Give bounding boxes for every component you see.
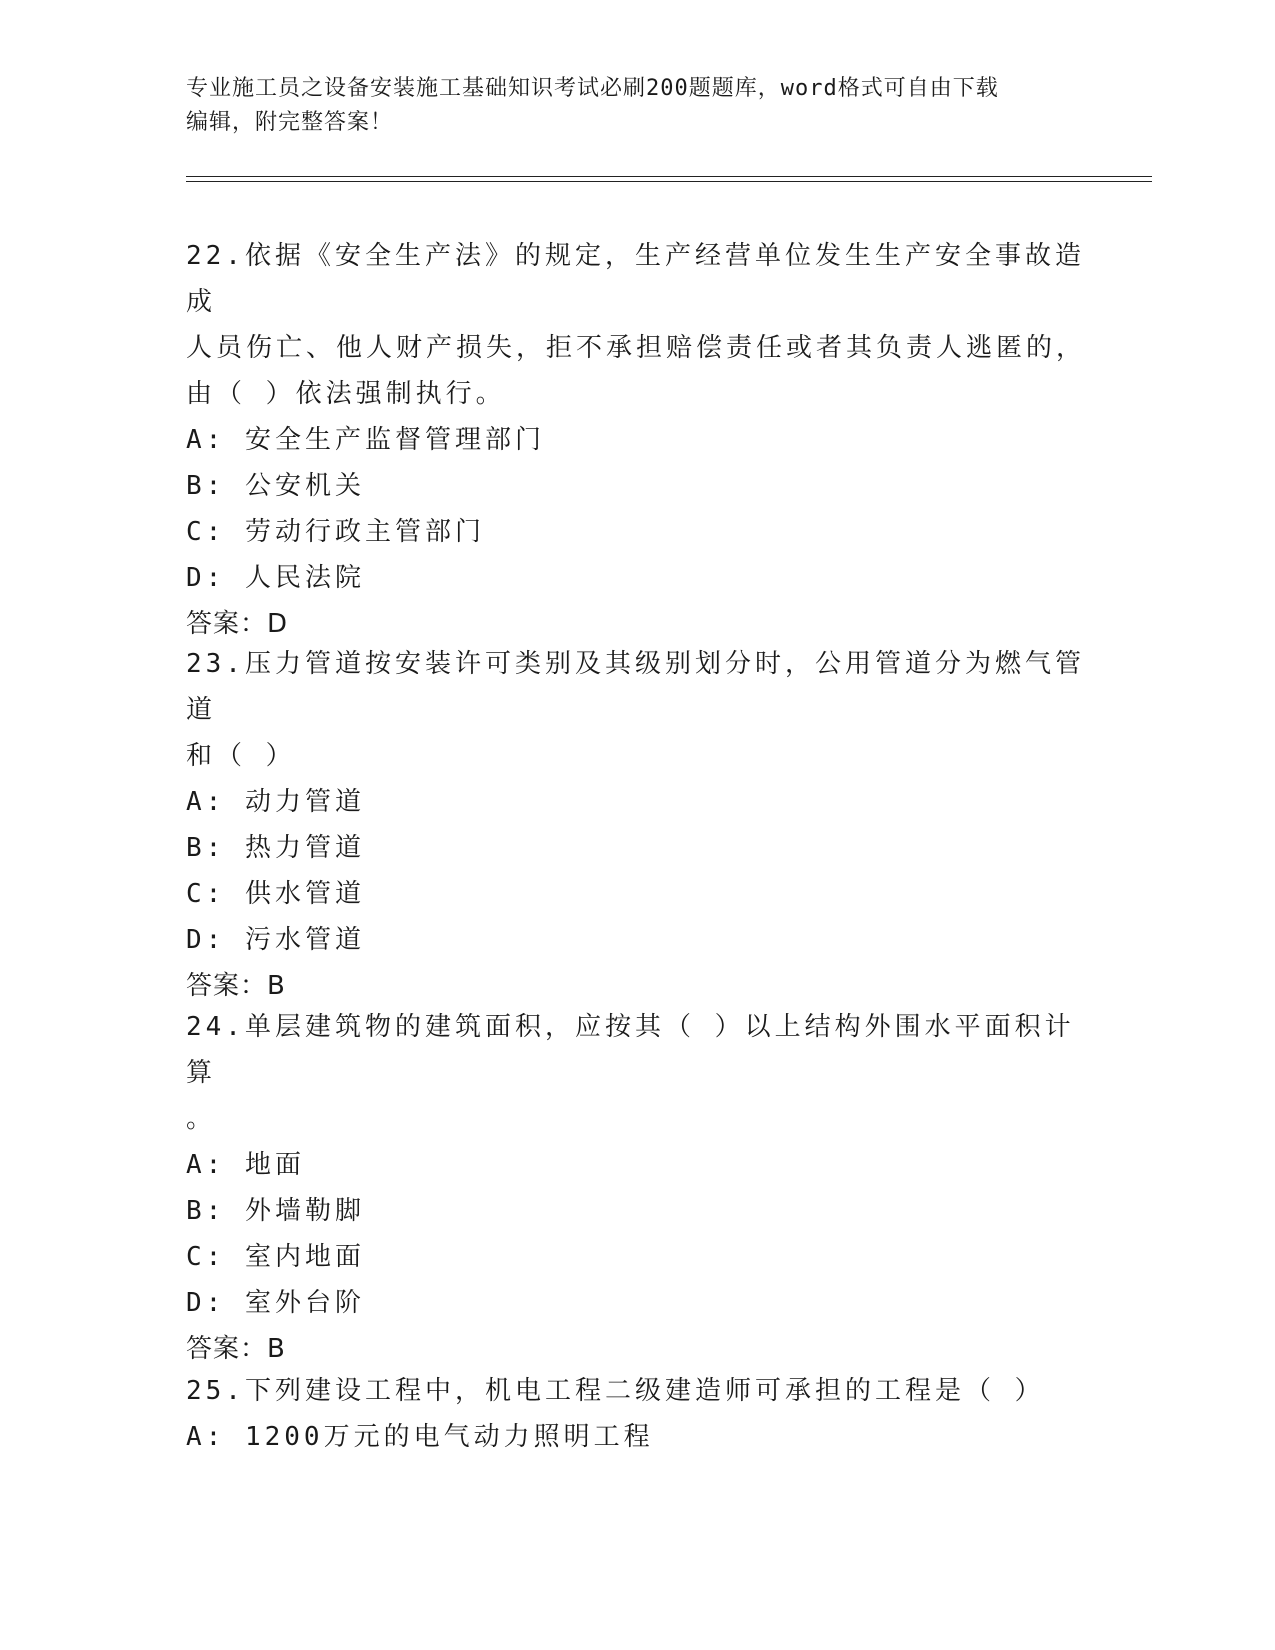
option-b <box>186 825 1086 871</box>
option-text: 公安机关 <box>244 471 365 501</box>
option-text: 热力管道 <box>244 833 365 863</box>
question-number: 24. <box>186 1012 245 1042</box>
document-header <box>186 72 1086 140</box>
option-text: 1200万元的电气动力照明工程 <box>244 1422 654 1452</box>
option-text: 室外台阶 <box>244 1288 365 1318</box>
question-number: 23. <box>186 649 245 679</box>
question-number: 22. <box>186 241 245 271</box>
option-b <box>186 1188 1086 1234</box>
header-divider-bottom <box>186 181 1152 182</box>
question-22 <box>186 233 1086 647</box>
option-d <box>186 917 1086 963</box>
option-c <box>186 509 1086 555</box>
question-number: 25. <box>186 1376 245 1406</box>
option-d <box>186 1280 1086 1326</box>
question-text-line: 下列建设工程中，机电工程二级建造师可承担的工程是（ ） <box>244 1376 1045 1406</box>
option-text: 供水管道 <box>244 879 365 909</box>
option-key: B: <box>186 1196 226 1226</box>
question-text <box>186 233 1086 325</box>
option-text: 地面 <box>244 1150 305 1180</box>
question-text-line: 和（ ） <box>186 741 296 771</box>
question-text-line: 。 <box>186 1104 217 1134</box>
option-d <box>186 555 1086 601</box>
option-text: 安全生产监督管理部门 <box>244 425 545 455</box>
option-text: 外墙勒脚 <box>244 1196 365 1226</box>
answer: 答案：D <box>186 609 289 639</box>
option-text: 室内地面 <box>244 1242 365 1272</box>
option-key: C: <box>186 1242 226 1272</box>
question-text-line: 依据《安全生产法》的规定，生产经营单位发生生产安全事故造成 <box>186 241 1085 317</box>
option-key: B: <box>186 471 226 501</box>
option-a <box>186 1414 1086 1460</box>
option-key: A: <box>186 1422 226 1452</box>
option-key: A: <box>186 1150 226 1180</box>
question-text <box>186 1004 1086 1096</box>
option-key: C: <box>186 517 226 547</box>
option-a <box>186 417 1086 463</box>
option-b <box>186 463 1086 509</box>
option-a <box>186 1142 1086 1188</box>
option-text: 污水管道 <box>244 925 365 955</box>
option-c <box>186 1234 1086 1280</box>
question-23 <box>186 641 1086 1009</box>
option-key: B: <box>186 833 226 863</box>
question-text-line: 压力管道按安装许可类别及其级别划分时，公用管道分为燃气管道 <box>186 649 1085 725</box>
answer: 答案：B <box>186 1334 286 1364</box>
question-24 <box>186 1004 1086 1372</box>
answer: 答案：B <box>186 971 286 1001</box>
header-line-2: 编辑，附完整答案！ <box>186 110 394 135</box>
option-key: A: <box>186 787 226 817</box>
question-text <box>186 1368 1086 1414</box>
option-key: D: <box>186 563 226 593</box>
option-a <box>186 779 1086 825</box>
header-divider-top <box>186 176 1152 177</box>
option-key: D: <box>186 1288 226 1318</box>
option-key: C: <box>186 879 226 909</box>
option-text: 动力管道 <box>244 787 365 817</box>
question-text-line: 人员伤亡、他人财产损失，拒不承担赔偿责任或者其负责人逃匿的， <box>186 333 1087 363</box>
option-c <box>186 871 1086 917</box>
option-key: A: <box>186 425 226 455</box>
header-line-1: 专业施工员之设备安装施工基础知识考试必刷200题题库，word格式可自由下载 <box>186 76 999 101</box>
question-text-line: 单层建筑物的建筑面积，应按其（ ）以上结构外围水平面积计算 <box>186 1012 1075 1088</box>
question-text <box>186 641 1086 733</box>
question-text-line: 由（ ）依法强制执行。 <box>186 379 506 409</box>
option-text: 劳动行政主管部门 <box>244 517 485 547</box>
option-text: 人民法院 <box>244 563 365 593</box>
question-25 <box>186 1368 1086 1460</box>
option-key: D: <box>186 925 226 955</box>
